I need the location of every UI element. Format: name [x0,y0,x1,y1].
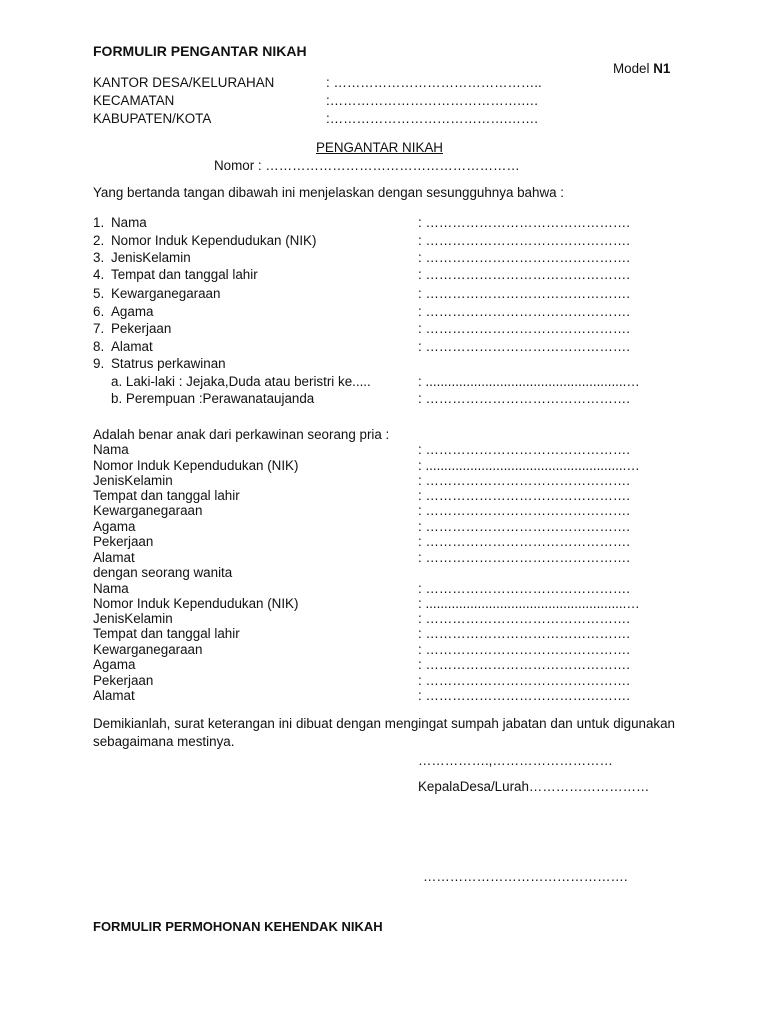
mother-field-label: Alamat [93,688,135,703]
person-field-value: : ………………………………………. [418,286,631,301]
father-field-value: : ………………………………………. [418,442,631,457]
person-field-label: Agama [111,304,154,319]
mother-field-value: : ………………………………………. [418,581,631,596]
person-field-value: : ………………………………………. [418,215,631,230]
father-field-value: : ………………………………………. [418,534,631,549]
person-field-label: Nomor Induk Kependudukan (NIK) [111,233,317,248]
father-field-label: Pekerjaan [93,534,154,549]
signature-place-date: …………….,……………………… [418,753,613,768]
next-form-title: FORMULIR PERMOHONAN KEHENDAK NIKAH [93,919,383,934]
person-field-num: 8. [93,339,105,354]
person-field-label: Alamat [111,339,153,354]
father-field-label: Tempat dan tanggal lahir [93,488,240,503]
header-label-kabupaten: KABUPATEN/KOTA [93,111,212,126]
person-field-value: : ………………………………………. [418,250,631,265]
person-field-label: Nama [111,215,147,230]
person-field-value: : ………………………………………. [418,304,631,319]
signature-name-line: ………………………………………. [423,869,628,884]
nomor-line: Nomor : ………………………………………………… [214,158,520,173]
father-field-label: Nama [93,442,129,457]
father-field-value: : ………………………………………. [418,473,631,488]
header-label-kantor: KANTOR DESA/KELURAHAN [93,75,275,90]
section-heading: PENGANTAR NIKAH [316,140,443,155]
mother-field-value: : ………………………………………. [418,626,631,641]
father-field-value: : ………………………………………. [418,503,631,518]
mother-field-label: Agama [93,657,136,672]
mother-field-value: : ………………………………………. [418,673,631,688]
person-field-value: : ………………………………………. [418,339,631,354]
mother-intro: dengan seorang wanita [93,565,233,580]
status-subitem-value: : ………………………………………. [418,391,631,406]
person-field-num: 2. [93,233,105,248]
person-field-num: 5. [93,286,105,301]
person-field-value: : ………………………………………. [418,321,631,336]
person-field-label: Pekerjaan [111,321,172,336]
person-field-num: 7. [93,321,105,336]
mother-field-label: Pekerjaan [93,673,154,688]
status-subitem-value: : ......................................................… [418,374,640,389]
mother-field-label: Nomor Induk Kependudukan (NIK) [93,596,299,611]
father-field-value: : ………………………………………. [418,519,631,534]
person-field-label: Tempat dan tanggal lahir [111,267,258,282]
father-intro: Adalah benar anak dari perkawinan seorang pria : [93,427,390,442]
person-field-num: 9. [93,356,105,371]
model-prefix: Model [613,61,654,76]
mother-field-label: Tempat dan tanggal lahir [93,626,240,641]
mother-field-value: : ………………………………………. [418,642,631,657]
father-field-label: Alamat [93,550,135,565]
mother-field-value: : ………………………………………. [418,611,631,626]
father-field-value: : ………………………………………. [418,550,631,565]
header-label-kecamatan: KECAMATAN [93,93,175,108]
header-value-kecamatan: :…………………………………….…. [326,93,539,108]
form-title: FORMULIR PENGANTAR NIKAH [93,43,307,59]
person-field-label: Statrus perkawinan [111,356,226,371]
mother-field-label: Nama [93,581,129,596]
person-field-label: Kewarganegaraan [111,286,221,301]
person-field-num: 4. [93,267,105,282]
father-field-label: Agama [93,519,136,534]
signature-role: KepalaDesa/Lurah……………………… [418,779,650,794]
mother-field-value: : ......................................................… [418,596,640,611]
father-field-label: Nomor Induk Kependudukan (NIK) [93,458,299,473]
status-subitem-label: b. Perempuan :Perawanataujanda [111,391,315,406]
mother-field-value: : ………………………………………. [418,688,631,703]
person-field-label: JenisKelamin [111,250,191,265]
mother-field-label: Kewarganegaraan [93,642,203,657]
mother-field-label: JenisKelamin [93,611,173,626]
person-field-value: : ………………………………………. [418,267,631,282]
father-field-label: JenisKelamin [93,473,173,488]
header-value-kabupaten: :………………………………….……. [326,111,539,126]
model-code: N1 [653,61,671,76]
header-value-kantor: : ……………………………………….. [326,75,542,90]
father-field-value: : ......................................................… [418,458,640,473]
model-label [613,62,670,75]
person-field-num: 1. [93,215,105,230]
person-field-num: 6. [93,304,105,319]
person-field-num: 3. [93,250,105,265]
father-field-label: Kewarganegaraan [93,503,203,518]
person-field-value: : ………………………………………. [418,233,631,248]
father-field-value: : ………………………………………. [418,488,631,503]
mother-field-value: : ………………………………………. [418,657,631,672]
closing-paragraph: Demikianlah, surat keterangan ini dibuat dengan mengingat sumpah jabatan dan untuk digunakan sebagaimana mestinya. [93,716,675,749]
intro-text: Yang bertanda tangan dibawah ini menjelaskan dengan sesungguhnya bahwa : [93,185,565,200]
status-subitem-label: a. Laki-laki : Jejaka,Duda atau beristri ke..... [111,374,371,389]
